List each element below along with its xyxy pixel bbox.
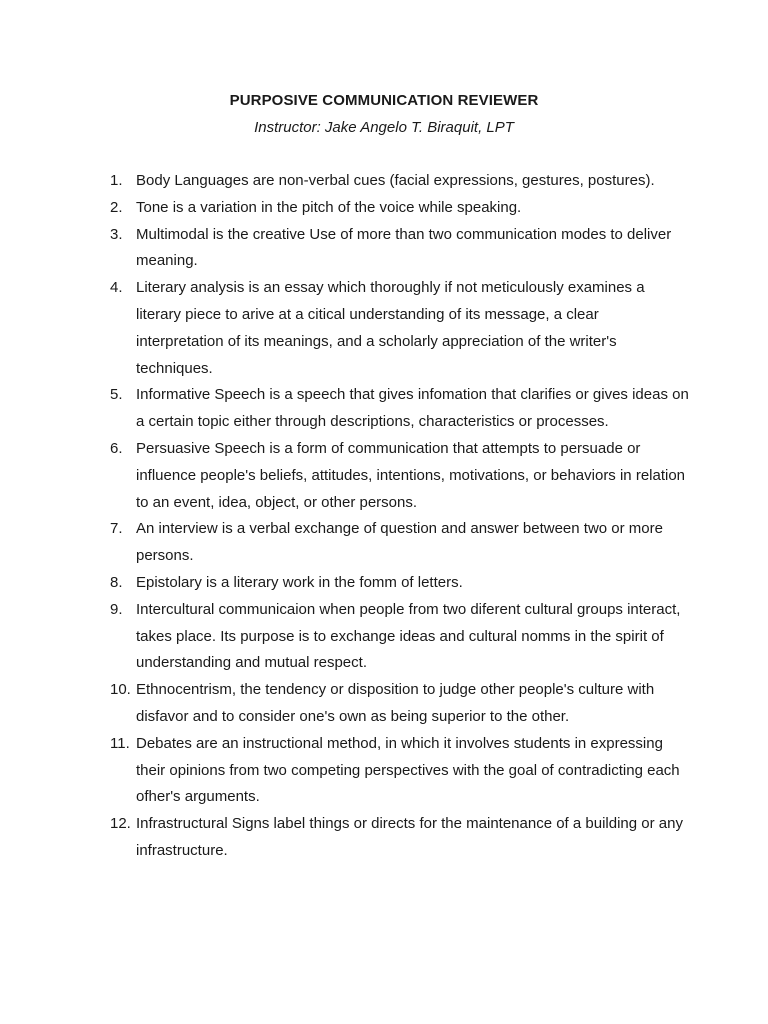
list-item <box>110 677 690 731</box>
list-item-text: Informative Speech is a speech that gives infomation that clarifies or gives ideas on a certain topic either through descriptions, characteristics or processes. <box>136 386 689 431</box>
list-item-number: 4. <box>110 279 123 297</box>
document-subtitle: Instructor: Jake Angelo T. Biraquit, LPT <box>254 119 514 136</box>
list-item-number: 6. <box>110 439 123 457</box>
list-item <box>110 382 690 436</box>
list-item-text: Tone is a variation in the pitch of the voice while speaking. <box>136 198 522 216</box>
list-item-number: 2. <box>110 198 123 216</box>
list-item-text: Debates are an instructional method, in which it involves students in expressing their opinions from two competing perspectives with the goal of contradicting each ofher's arguments. <box>136 734 680 806</box>
reviewer-list <box>110 168 690 865</box>
list-item <box>110 168 690 195</box>
list-item-text: Epistolary is a literary work in the fomm of letters. <box>136 573 463 591</box>
list-item-text: Multimodal is the creative Use of more than two communication modes to deliver meaning. <box>136 225 672 270</box>
list-item-text: An interview is a verbal exchange of question and answer between two or more persons. <box>136 520 663 565</box>
list-item-text: Ethnocentrism, the tendency or disposition to judge other people's culture with disfavor and to consider one's own as being superior to the other. <box>136 681 655 725</box>
list-item-text: Intercultural communicaion when people from two diferent cultural groups interact, takes place. Its purpose is to exchange ideas and cultural nomms in the spirit of understanding and mutual respect. <box>136 600 681 672</box>
list-item-number: 7. <box>110 520 123 538</box>
list-item-text: Infrastructural Signs label things or directs for the maintenance of a building or any infrastructure. <box>136 815 683 859</box>
list-item-text: Persuasive Speech is a form of communication that attempts to persuade or influence people's beliefs, attitudes, intentions, motivations, or behaviors in relation to an event, idea, object, or other persons. <box>136 439 686 511</box>
document-title: PURPOSIVE COMMUNICATION REVIEWER <box>229 92 539 109</box>
list-item <box>110 597 690 677</box>
list-item-text: Body Languages are non-verbal cues (facial expressions, gestures, postures). <box>136 172 655 189</box>
list-item <box>110 222 690 276</box>
list-item <box>110 811 690 865</box>
list-item-number: 5. <box>110 386 123 404</box>
list-item-number: 10. <box>110 681 131 699</box>
list-item-number: 11. <box>110 734 130 752</box>
list-item-number: 9. <box>110 600 123 618</box>
list-item <box>110 731 690 811</box>
list-item-number: 8. <box>110 573 123 591</box>
list-item <box>110 516 690 570</box>
list-item <box>110 570 690 597</box>
list-item-number: 3. <box>110 225 123 243</box>
list-item-text: Literary analysis is an essay which thoroughly if not meticulously examines a literary piece to arive at a citical understanding of its message, a clear interpretation of its meanings, and a scholarly appreciation of the writer's techniques. <box>136 279 645 377</box>
list-item-number: 12. <box>110 815 131 833</box>
list-item <box>110 195 690 222</box>
list-item <box>110 436 690 516</box>
list-item-number: 1. <box>110 172 123 189</box>
list-item <box>110 275 690 382</box>
